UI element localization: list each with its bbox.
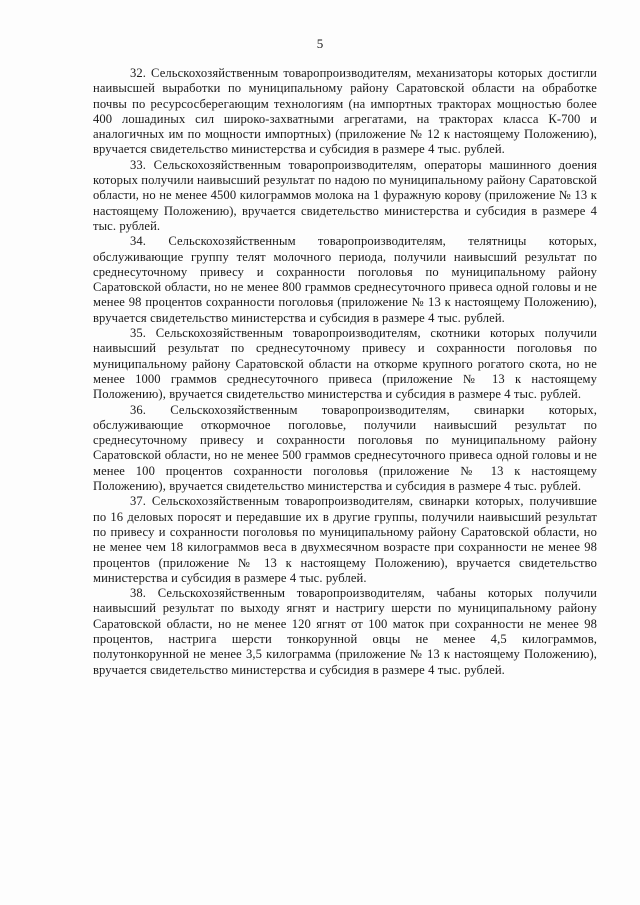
document-body [93, 66, 597, 678]
paragraph-36: 36. Сельскохозяйственным товаропроизводителям, свинарки которых, обслуживающие откормочное поголовье, получили наивысший результат по среднесуточному привесу и сохранности поголовья по муниципальному району Саратовской области, но не менее 500 граммов среднесуточного привеса одной головы и не менее 100 процентов сохранности поголовья (приложение № 13 к настоящему Положению), вручается свидетельство министерства и субсидия в размере 4 тыс. рублей. [93, 402, 597, 494]
page-number: 5 [316, 36, 324, 51]
paragraph-35: 35. Сельскохозяйственным товаропроизводителям, скотники которых получили наивысший результат по среднесуточному привесу и сохранности поголовья по муниципальному району Саратовской области на откорме крупного рогатого скота, но не менее 1000 граммов среднесуточного привеса (приложение № 13 к настоящему Положению), вручается свидетельство министерства и субсидия в размере 4 тыс. рублей. [93, 326, 597, 402]
paragraph-33: 33. Сельскохозяйственным товаропроизводителям, операторы машинного доения которых получили наивысший результат по надою по муниципальному району Саратовской области, но не менее 4500 килограммов молока на 1 фуражную корову (приложение № 13 к настоящему Положению), вручается свидетельство министерства и субсидия в размере 4 тыс. рублей. [93, 157, 597, 233]
paragraph-38: 38. Сельскохозяйственным товаропроизводителям, чабаны которых получили наивысший результат по выходу ягнят и настригу шерсти по муниципальному району Саратовской области, но не менее 120 ягнят от 100 маток при сохранности не менее 98 процентов, настрига шерсти тонкорунной овцы не менее 4,5 килограммов, полутонкорунной не менее 3,5 килограмма (приложение № 13 к настоящему Положению), вручается свидетельство министерства и субсидия в размере 4 тыс. рублей. [93, 586, 597, 677]
paragraph-34: 34. Сельскохозяйственным товаропроизводителям, телятницы которых, обслуживающие группу телят молочного периода, получили наивысший результат по среднесуточному привесу и сохранности поголовья по муниципальному району Саратовской области, но не менее 800 граммов среднесуточного привеса одной головы и не менее 98 процентов сохранности поголовья (приложение № 13 к настоящему Положению), вручается свидетельство министерства и субсидия в размере 4 тыс. рублей. [93, 234, 597, 325]
paragraph-37: 37. Сельскохозяйственным товаропроизводителям, свинарки которых, получившие по 16 деловых поросят и передавшие их в другие группы, получили наивысший результат по привесу и сохранности поголовья по муниципальному району Саратовской области, но не менее чем 18 килограммов веса в двухмесячном возрасте при сохранности не менее 98 процентов (приложение № 13 к настоящему Положению), вручается свидетельство министерства и субсидия в размере 4 тыс. рублей. [93, 494, 597, 585]
paragraph-32: 32. Сельскохозяйственным товаропроизводителям, механизаторы которых достигли наивысшей выработки по муниципальному району Саратовской области на обработке почвы по ресурсосберегающим технологиям (на импортных тракторах мощностью более 400 лошадиных сил широко-захватными агрегатами, на тракторах класса К-700 и аналогичных им по мощности импортных) (приложение № 12 к настоящему Положению), вручается свидетельство министерства и субсидия в размере 4 тыс. рублей. [93, 66, 597, 157]
